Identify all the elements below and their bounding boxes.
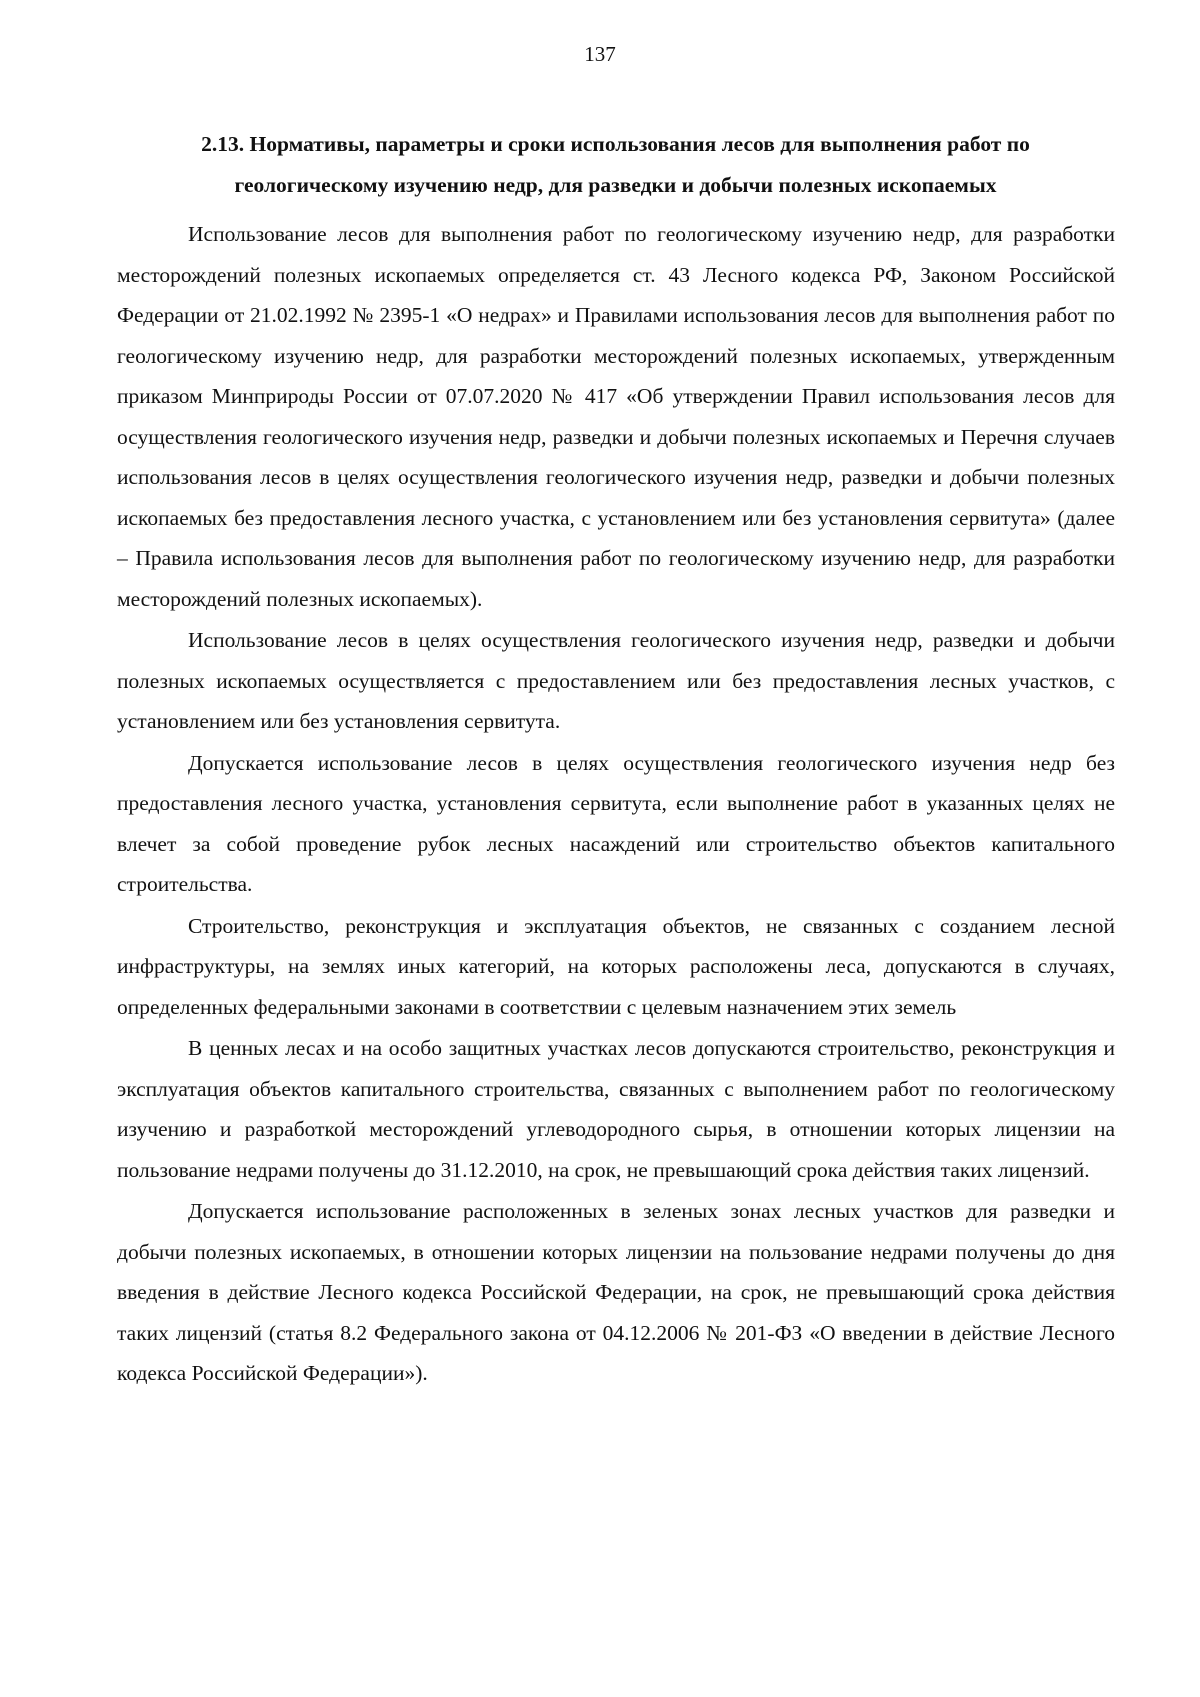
- paragraph-4: Строительство, реконструкция и эксплуатация объектов, не связанных с созданием лесной инфраструктуры, на землях иных категорий, на которых расположены леса, допускаются в случаях, определенных федеральными законами в соответствии с целевым назначением этих земель: [117, 913, 1115, 1019]
- paragraph-3: Допускается использование лесов в целях осуществления геологического изучения недр без предоставления лесного участка, установления сервитута, если выполнение работ в указанных целях не влечет за собой проведение рубок лесных насаждений или строительство объектов капитального строительства.: [117, 750, 1115, 896]
- page-number: 137: [584, 42, 616, 66]
- document-body: [117, 214, 1115, 1395]
- section-heading-line-1: 2.13. Нормативы, параметры и сроки использования лесов для выполнения работ по: [201, 132, 1030, 156]
- section-heading: [128, 124, 1103, 206]
- paragraph-5: В ценных лесах и на особо защитных участках лесов допускаются строительство, реконструкция и эксплуатация объектов капитального строительства, связанных с выполнением работ по геологическому изучению и разработкой месторождений углеводородного сырья, в отношении которых лицензии на пользование недрами получены до 31.12.2010, на срок, не превышающий срока действия таких лицензий.: [117, 1036, 1115, 1182]
- paragraph-2: Использование лесов в целях осуществления геологического изучения недр, разведки и добычи полезных ископаемых осуществляется с предоставлением или без предоставления лесных участков, с установлением или без установления сервитута.: [117, 628, 1115, 733]
- section-heading-line-2: геологическому изучению недр, для разведки и добычи полезных ископаемых: [234, 173, 997, 197]
- paragraph-1: Использование лесов для выполнения работ по геологическому изучению недр, для разработки месторождений полезных ископаемых определяется ст. 43 Лесного кодекса РФ, Законом Российской Федерации от 21.02.1992 № 2395-1 «О недрах» и Правилами использования лесов для выполнения работ по геологическому изучению недр, для разработки месторождений полезных ископаемых, утвержденным приказом Минприроды России от 07.07.2020 № 417 «Об утверждении Правил использования лесов для осуществления геологического изучения недр, разведки и добычи полезных ископаемых и Перечня случаев использования лесов в целях осуществления геологического изучения недр, разведки и добычи полезных ископаемых без предоставления лесного участка, с установлением или без установления сервитута» (далее – Правила использования лесов для выполнения работ по геологическому изучению недр, для разработки месторождений полезных ископаемых).: [117, 222, 1115, 611]
- paragraph-6: Допускается использование расположенных в зеленых зонах лесных участков для разведки и добычи полезных ископаемых, в отношении которых лицензии на пользование недрами получены до дня введения в действие Лесного кодекса Российской Федерации, на срок, не превышающий срока действия таких лицензий (статья 8.2 Федерального закона от 04.12.2006 № 201-ФЗ «О введении в действие Лесного кодекса Российской Федерации»).: [117, 1199, 1115, 1385]
